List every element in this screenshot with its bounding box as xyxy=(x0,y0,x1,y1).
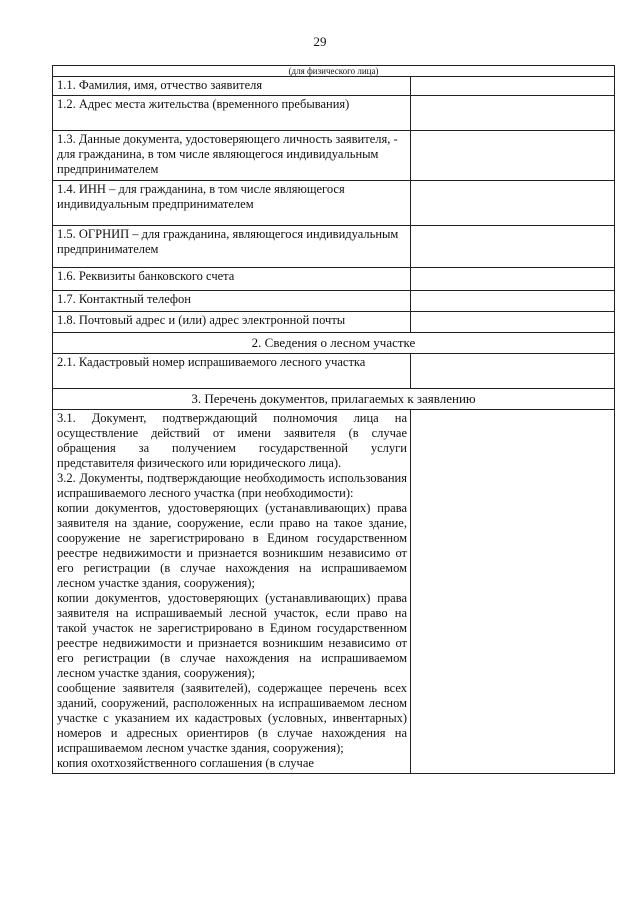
section-title: 3. Перечень документов, прилагаемых к заявлению xyxy=(53,389,615,410)
form-row xyxy=(53,354,615,389)
row-label: 1.4. ИНН – для гражданина, в том числе являющегося индивидуальным предпринимателем xyxy=(53,181,411,226)
document-paragraph: 3.2. Документы, подтверждающие необходимость использования испрашиваемого лесного участка (при необходимости): xyxy=(57,471,407,500)
document-paragraph: копии документов, удостоверяющих (устанавливающих) права заявителя на испрашиваемый лесной участок, если право на такой участок не зарегистрировано в Едином государственном реестре недвижимости и признается возникшим независимо от его регистрации (в случае нахождения на испрашиваемом лесном участке здания, сооружения); xyxy=(57,591,407,680)
value-cell xyxy=(411,77,615,96)
form-row xyxy=(53,131,615,181)
form-row xyxy=(53,226,615,268)
section-heading-row xyxy=(53,389,615,410)
section-heading-row xyxy=(53,333,615,354)
documents-row xyxy=(53,410,615,774)
row-label: 1.8. Почтовый адрес и (или) адрес электронной почты xyxy=(53,312,411,333)
caption: (для физического лица) xyxy=(53,66,615,77)
row-label: 1.6. Реквизиты банковского счета xyxy=(53,268,411,291)
form-row xyxy=(53,291,615,312)
document-paragraph: сообщение заявителя (заявителей), содержащее перечень всех зданий, сооружений, расположенных на испрашиваемом лесном участке с указанием их кадастровых (условных, инвентарных) номеров и адресных ориентиров (в случае нахождения на испрашиваемом лесном участке здания, сооружения); xyxy=(57,681,407,755)
page-number: 29 xyxy=(313,34,327,49)
value-cell xyxy=(411,96,615,131)
value-cell xyxy=(411,291,615,312)
value-cell xyxy=(411,131,615,181)
row-label: 1.7. Контактный телефон xyxy=(53,291,411,312)
form-row xyxy=(53,268,615,291)
document-paragraph: 3.1. Документ, подтверждающий полномочия лица на осуществление действий от имени заявителя (в случае обращения за получением государственной услуги представителя физического или юридического лица). xyxy=(57,411,407,470)
section-title: 2. Сведения о лесном участке xyxy=(53,333,615,354)
value-cell xyxy=(411,354,615,389)
document-paragraph: копии документов, удостоверяющих (устанавливающих) права заявителя на здание, сооружение, если право на такое здание, сооружение не зарегистрировано в Едином государственном реестре недвижимости и признается возникшим независимо от его регистрации (в случае нахождения на испрашиваемом лесном участке здания, сооружения); xyxy=(57,501,407,590)
value-cell xyxy=(411,410,615,774)
form-row xyxy=(53,96,615,131)
row-label: 1.2. Адрес места жительства (временного пребывания) xyxy=(53,96,411,131)
document-paragraph: копия охотхозяйственного соглашения (в случае xyxy=(57,756,314,770)
row-label: 1.3. Данные документа, удостоверяющего личность заявителя, - для гражданина, в том числе являющегося индивидуальным предпринимателем xyxy=(53,131,411,181)
form-row xyxy=(53,312,615,333)
value-cell xyxy=(411,268,615,291)
value-cell xyxy=(411,226,615,268)
documents-list xyxy=(53,410,411,774)
caption-row xyxy=(53,66,615,77)
value-cell xyxy=(411,181,615,226)
row-label: 1.1. Фамилия, имя, отчество заявителя xyxy=(53,77,411,96)
form-row xyxy=(53,77,615,96)
application-form-table xyxy=(52,65,615,774)
value-cell xyxy=(411,312,615,333)
row-label: 2.1. Кадастровый номер испрашиваемого лесного участка xyxy=(53,354,411,389)
form-row xyxy=(53,181,615,226)
row-label: 1.5. ОГРНИП – для гражданина, являющегося индивидуальным предпринимателем xyxy=(53,226,411,268)
